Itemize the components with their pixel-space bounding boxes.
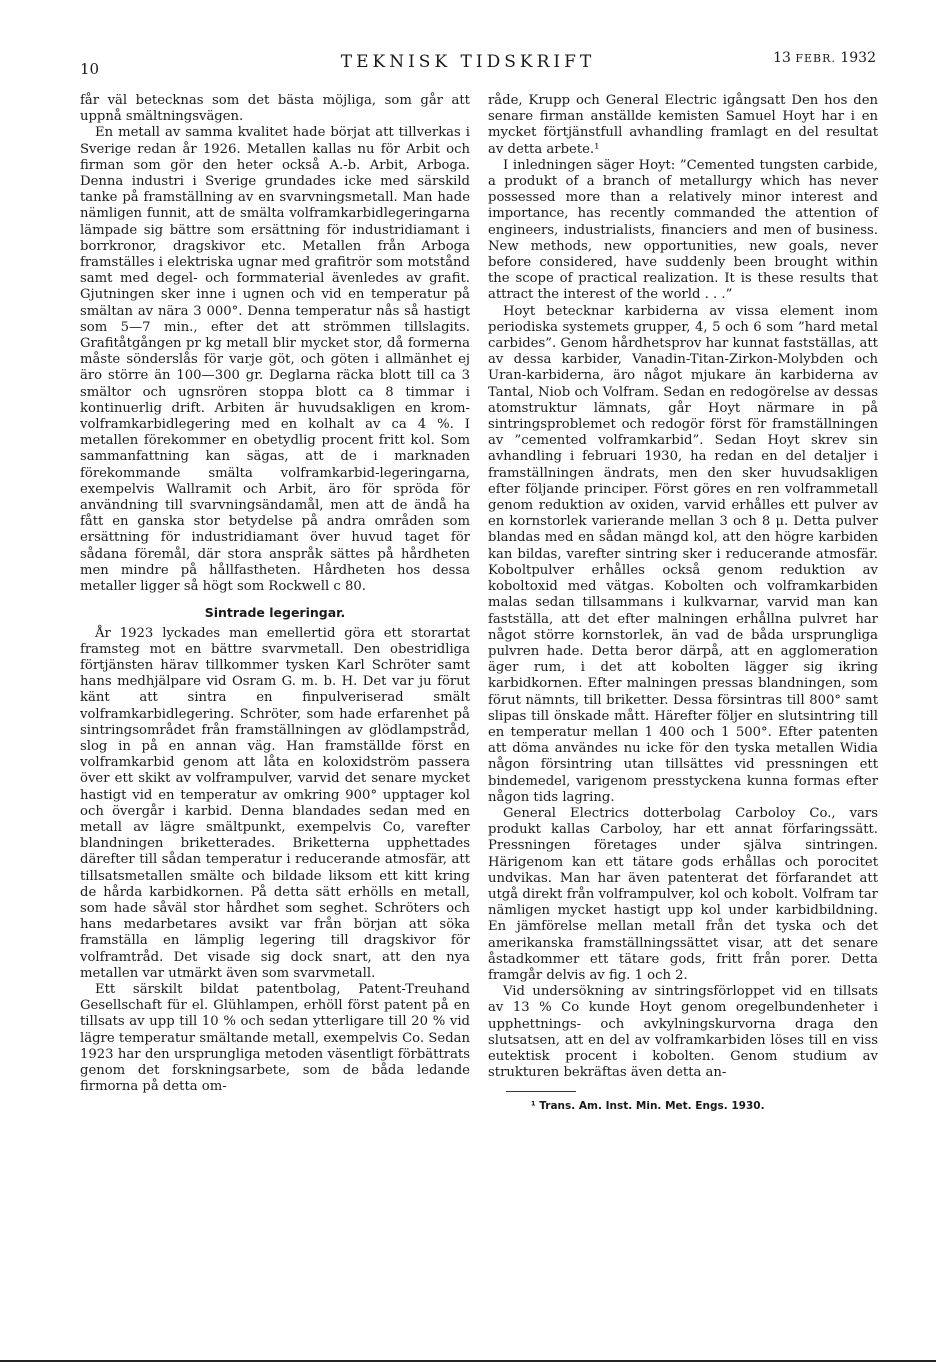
footnote-divider bbox=[506, 1091, 576, 1092]
paragraph: År 1923 lyckades man emellertid göra ett storartat framsteg mot en bättre svarvmetall. Den obestridliga förtjänsten härav tillkommer tysken Karl Schröter samt hans medhjälpare vid Osram G. m. b. H. Det var ju förut känt att sintra en finpulveriserad smält volframkarbidlegering. Schröter, som hade erfarenhet på sintringsområdet från framställningen av glödlampstråd, slog in på en annan väg. Han framställde först en volframkarbid genom att låta en koloxidström passera över ett skikt av volframpulver, varvid det senare mycket hastigt vid en temperatur av omkring 900° upptager kol och övergår i karbid. Denna blandades sedan med en metall av lägre smältpunkt, exempelvis Co, varefter blandningen briketterades. Briketterna upphettades därefter till sådan temperatur i reducerande atmosfär, att tillsatsmetallen smälte och bildade liksom ett kitt kring de hårda karbidkornen. På detta sätt erhölls en metall, som hade såväl stor hårdhet som seghet. Schröters och hans medarbetares avsikt var från början att söka framställa en lämplig legering till dragskivor för volframtråd. Det visade sig dock snart, att den nya metallen var utmärkt även som svarvmetall. bbox=[80, 625, 470, 981]
journal-title: TEKNISK TIDSKRIFT bbox=[340, 52, 596, 72]
section-heading: Sintrade legeringar. bbox=[204, 605, 346, 621]
paragraph: General Electrics dotterbolag Carboloy Co., vars produkt kallas Carboloy, har ett annat förfaringssätt. Pressningen företages under själva sintringen. Härigenom kan ett tätare gods erhållas och porocitet undvikas. Man har även patenterat det förfarandet att utgå direkt från volframpulver, kol och kobolt. Volfram tar nämligen mycket hastigt upp kol under karbidbildning. En jämförelse mellan metall från det tyska och det amerikanska framställningssättet visar, att det senare åstadkommer ett tätare gods, fritt från porer. Detta framgår delvis av fig. 1 och 2. bbox=[488, 805, 878, 983]
issue-day: 13 bbox=[773, 50, 791, 66]
footnote: ¹ Trans. Am. Inst. Min. Met. Engs. 1930. bbox=[531, 1100, 765, 1113]
paragraph: En metall av samma kvalitet hade börjat att tillverkas i Sverige redan år 1926. Metallen kallas nu för Arbit och firman som gör den heter också A.-b. Arbit, Arboga. Denna industri i Sverige grundades icke med särskild tanke på framställning av en svarvningsmetall. Man hade nämligen funnit, att de smälta volframkarbidlegeringarna lämpade sig bättre som ersättning för industridiamant i borrkronor, dragskivor etc. Metallen från Arboga framställes i elektriska ugnar med grafitrör som motstånd samt med degel- och formmaterial ävenledes av grafit. Gjutningen sker inne i ugnen och vid en temperatur på smältan av nära 3 000°. Denna temperatur nås så hastigt som 5—7 min., efter det att strömmen tillslagits. Grafitåtgången pr kg metall blir mycket stor, då formerna måste sönderslås för varje göt, och göten i allmänhet ej äro större än 100—300 gr. Deglarna räcka blott till ca 3 smältor och ugnsrören stoppa blott ca 8 timmar i kontinuerlig drift. Arbiten är huvudsakligen en krom-volframkarbidlegering med en kolhalt av ca 4 %. I metallen förekommer en obetydlig procent fritt kol. Som sammanfattning kan sägas, att de i marknaden förekommande smälta volframkarbid-legeringarna, exempelvis Wallramit och Arbit, äro för spröda för användning till svarvningsändamål, men att de ändå ha fått en ganska stor betydelse på andra områden som ersättning för industridiamant över huvud taget för sådana föremål, där stora anspråk sättes på hårdheten men mindre på hållfastheten. Hårdheten hos dessa metaller ligger så högt som Rockwell c 80. bbox=[80, 125, 470, 595]
paragraph: Vid undersökning av sintringsförloppet vid en tillsats av 13 % Co kunde Hoyt genom oregelbundenheter i upphettnings- och avkylningskurvorna draga den slutsatsen, att en del av volframkarbiden löses till en viss eutektisk procent i kobolten. Genom studium av strukturen bekräftas även detta an- bbox=[488, 984, 878, 1081]
paragraph: Ett särskilt bildat patentbolag, Patent-Treuhand Gesellschaft für el. Glühlampen, erhöll först patent på en tillsats av upp till 10 % och sedan ytterligare till 20 % vid lägre temperatur smältande metall, exempelvis Co. Sedan 1923 har den ursprungliga metoden väsentligt förbättrats genom det forskningsarbete, som de båda ledande firmorna på detta om- bbox=[80, 981, 470, 1095]
left-column bbox=[80, 93, 470, 1095]
paragraph: I inledningen säger Hoyt: ”Cemented tungsten carbide, a produkt of a branch of metallurgy which has never possessed more than a relatively minor interest and importance, has recently commanded the attention of engineers, industrialists, financiers and men of business. New methods, new opportunities, new goals, never before considered, have suddenly been brought within the scope of practical realization. It is these results that attract the interest of the world . . .” bbox=[488, 157, 878, 303]
issue-date bbox=[773, 50, 876, 66]
issue-year: 1932 bbox=[840, 50, 876, 66]
paragraph: Hoyt betecknar karbiderna av vissa element inom periodiska systemets grupper, 4, 5 och 6 som ”hard metal carbides”. Genom hårdhetsprov har kunnat fastställas, att av dessa karbider, Vanadin-Titan-Zirkon-Molybden och Uran-karbiderna, äro något mjukare än karbiderna av Tantal, Niob och Volfram. Sedan en redogörelse av dessas atomstruktur lämnats, går Hoyt närmare in på sintringsproblemet och redogör först för framställningen av ”cemented volframkarbid”. Sedan Hoyt skrev sin avhandling i februari 1930, ha redan en del detaljer i framställningen ändrats, men den sker huvudsakligen efter följande principer. Först göres en ren volframmetall genom reduktion av oxiden, varvid erhålles ett pulver av en kornstorlek varierande mellan 3 och 8 μ. Detta pulver blandas med en sådan mängd kol, att den högre karbiden kan bildas, varefter sintring sker i reducerande atmosfär. Koboltpulver erhålles också genom reduktion av koboltoxid med vätgas. Kobolten och volframkarbiden malas sedan tillsammans i kulkvarnar, varvid man kan fastställa, att det efter malningen erhållna pulvret har något större kornstorlek, än vad de båda ursprungliga pulvren hade. Detta beror därpå, att en agglomeration äger rum, i det att kobolten lägger sig ikring karbidkornen. Efter malningen pressas blandningen, som förut nämnts, till briketter. Dessa försintras till 800° samt slipas till önskade mått. Härefter följer en slutsintring till en temperatur mellan 1 400 och 1 500°. Efter patenten att döma användes nu icke för den tyska metallen Widia någon försintring utan tillsättes vid pressningen ett bindemedel, varigenom presstyckena kunna formas efter någon tids lagring. bbox=[488, 303, 878, 805]
page-bottom-rule bbox=[0, 1360, 936, 1362]
right-column bbox=[488, 93, 878, 1115]
page-header bbox=[0, 50, 936, 80]
page-number: 10 bbox=[80, 60, 100, 78]
issue-month: FEBR. bbox=[795, 52, 836, 65]
paragraph: får väl betecknas som det bästa möjliga, som går att uppnå smältningsvägen. bbox=[80, 93, 470, 125]
paragraph: råde, Krupp och General Electric igångsatt Den hos den senare firman anställde kemisten Samuel Hoyt har i en mycket förtjänstfull avhandling framlagt en del resultat av detta arbete.¹ bbox=[488, 93, 878, 157]
